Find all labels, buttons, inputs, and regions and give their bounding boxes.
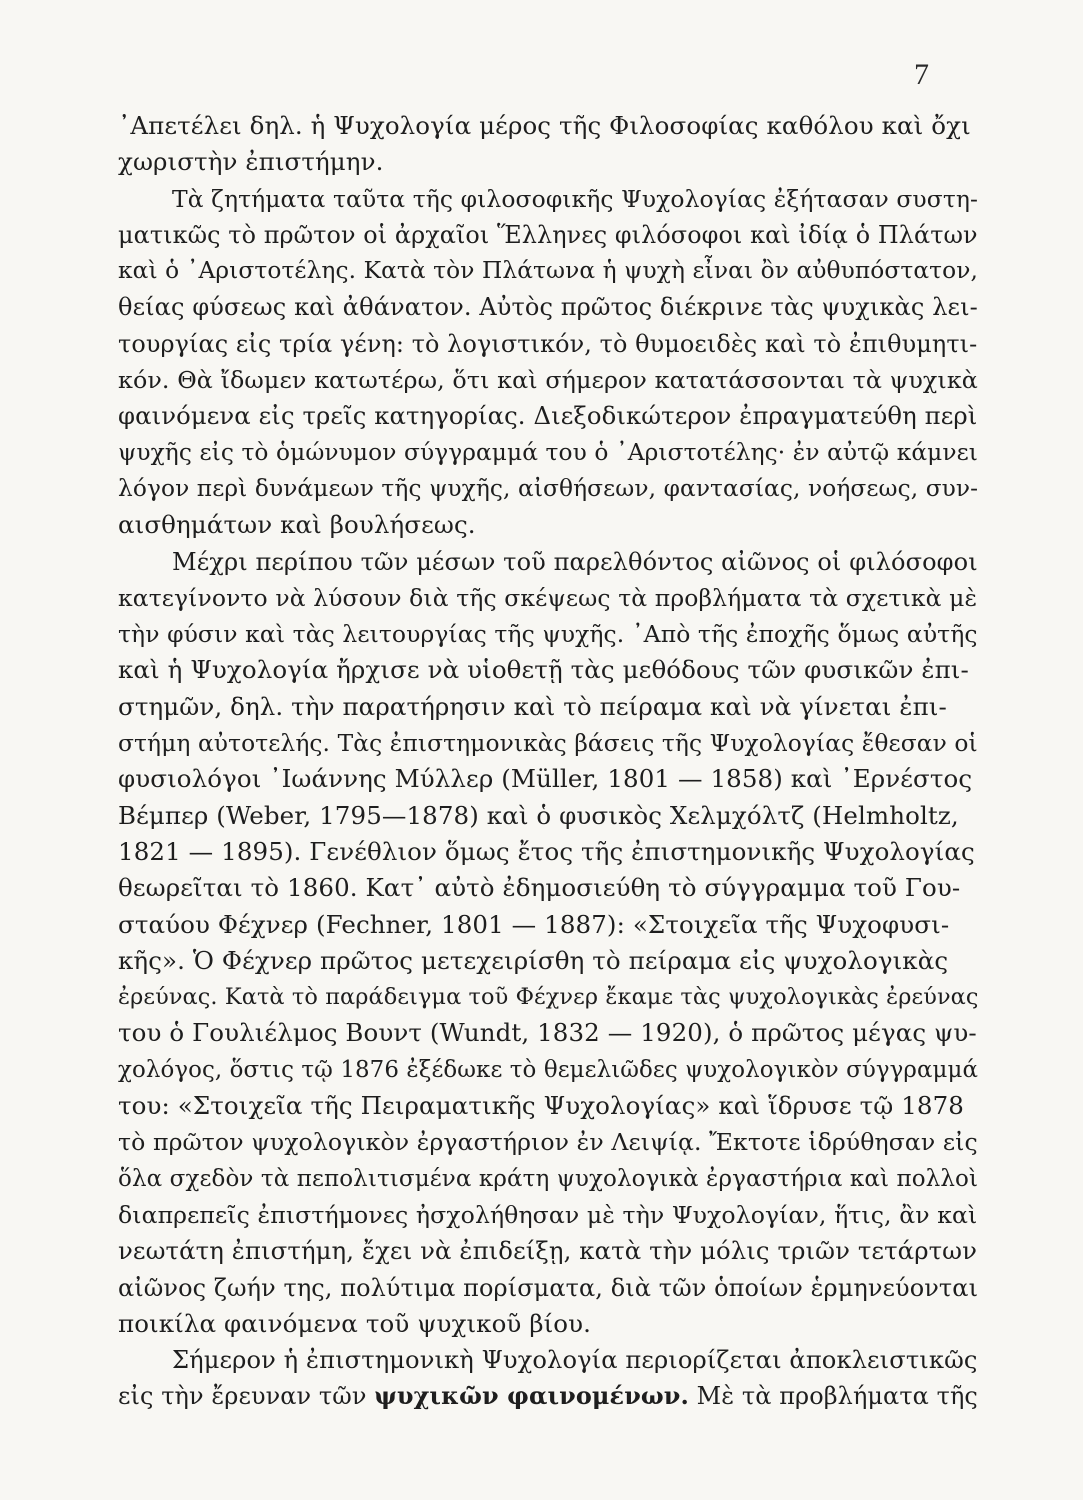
text-line: φαινόμενα εἰς τρεῖς κατηγορίας. Διεξοδικώτερον ἐπραγματεύθη περὶ	[118, 401, 978, 431]
text-line: στημῶν, δηλ. τὴν παρατήρησιν καὶ τὸ πείραμα καὶ νὰ γίνεται ἐπι-	[118, 691, 947, 721]
body-text	[118, 108, 978, 1415]
text-line: τὴν φύσιν καὶ τὰς λειτουργίας τῆς ψυχῆς. ᾿Απὸ τῆς ἐποχῆς ὅμως αὐτῆς	[118, 620, 978, 649]
text-line: αισθημάτων καὶ βουλήσεως.	[118, 510, 476, 540]
text-line: κατεγίνοντο νὰ λύσουν διὰ τῆς σκέψεως τὰ προβλήματα τὰ σχετικὰ μὲ	[118, 583, 978, 612]
page-number: 7	[914, 58, 929, 91]
text-line: τουργίας εἰς τρία γένη: τὸ λογιστικόν, τὸ θυμοειδὲς καὶ τὸ ἐπιθυμητι-	[118, 329, 978, 358]
text-line: σταύου Φέχνερ (Fechner, 1801 — 1887): «Στοιχεῖα τῆς Ψυχοφυσι-	[118, 909, 950, 939]
text-line: αἰῶνος ζωήν της, πολύτιμα πορίσματα, διὰ τῶν ὁποίων ἑρμηνεύονται	[118, 1273, 979, 1302]
text-line	[118, 1378, 978, 1414]
text-line: ποικίλα φαινόμενα τοῦ ψυχικοῦ βίου.	[118, 1308, 592, 1338]
bold-phrase: ψυχικῶν φαινομένων.	[374, 1382, 689, 1411]
text-line: ματικῶς τὸ πρῶτον οἱ ἀρχαῖοι Ἕλληνες φιλόσοφοι καὶ ἰδίᾳ ὁ Πλάτων	[118, 220, 978, 249]
text-line: κόν. Θὰ ἴδωμεν κατωτέρω, ὅτι καὶ σήμερον κατατάσσονται τὰ ψυχικὰ	[118, 366, 978, 395]
text-line: ψυχῆς εἰς τὸ ὁμώνυμον σύγγραμμά του ὁ ᾿Αριστοτέλης· ἐν αὐτῷ κάμνει	[118, 438, 978, 466]
text-line: Τὰ ζητήματα ταῦτα τῆς φιλοσοφικῆς Ψυχολογίας ἐξήτασαν συστη-	[172, 184, 979, 213]
text-line: ᾿Απετέλει δηλ. ἡ Ψυχολογία μέρος τῆς Φιλοσοφίας καθόλου καὶ ὄχι	[118, 111, 971, 140]
text-line: καὶ ὁ ᾿Αριστοτέλης. Κατὰ τὸν Πλάτωνα ἡ ψυχὴ εἶναι ὂν αὐθυπόστατον,	[118, 257, 978, 285]
text-line: Βέμπερ (Weber, 1795—1878) καὶ ὁ φυσικὸς Χελμχόλτζ (Helmholtz,	[118, 800, 959, 830]
text-line: τὸ πρῶτον ψυχολογικὸν ἐργαστήριον ἐν Λειψίᾳ. Ἔκτοτε ἱδρύθησαν εἰς	[118, 1128, 978, 1157]
text-line: καὶ ἡ Ψυχολογία ἤρχισε νὰ υἱοθετῇ τὰς μεθόδους τῶν φυσικῶν ἐπι-	[118, 655, 969, 685]
text-line: νεωτάτη ἐπιστήμη, ἔχει νὰ ἐπιδείξῃ, κατὰ τὴν μόλις τριῶν τετάρτων	[118, 1236, 978, 1266]
text-line: 1821 — 1895). Γενέθλιον ὅμως ἔτος τῆς ἐπιστημονικῆς Ψυχολογίας	[118, 836, 975, 866]
text-line: θεωρεῖται τὸ 1860. Κατ᾿ αὐτὸ ἐδημοσιεύθη τὸ σύγγραμμα τοῦ Γου-	[118, 873, 961, 903]
text-fragment: εἰς τὴν ἔρευναν τῶν	[118, 1382, 375, 1411]
text-line: φυσιολόγοι ᾿Ιωάννης Μύλλερ (Müller, 1801 — 1858) καὶ ᾿Ερνέστος	[118, 764, 973, 794]
text-line: ἐρεύνας. Κατὰ τὸ παράδειγμα τοῦ Φέχνερ ἔκαμε τὰς ψυχολογικὰς ἐρεύνας	[118, 984, 979, 1011]
text-line: χολόγος, ὅστις τῷ 1876 ἐξέδωκε τὸ θεμελιῶδες ψυχολογικὸν σύγγραμμά	[118, 1056, 979, 1083]
text-line: ὅλα σχεδὸν τὰ πεπολιτισμένα κράτη ψυχολογικὰ ἐργαστήρια καὶ πολλοὶ	[118, 1165, 979, 1192]
text-line: του: «Στοιχεῖα τῆς Πειραματικῆς Ψυχολογίας» καὶ ἵδρυσε τῷ 1878	[118, 1091, 964, 1121]
text-line: χωριστὴν ἐπιστήμην.	[118, 147, 384, 177]
text-line: Σήμερον ἡ ἐπιστημονικὴ Ψυχολογία περιορίζεται ἀποκλειστικῶς	[172, 1346, 978, 1375]
text-line: στήμη αὐτοτελής. Τὰς ἐπιστημονικὰς βάσεις τῆς Ψυχολογίας ἔθεσαν οἱ	[118, 729, 978, 758]
text-line: λόγον περὶ δυνάμεων τῆς ψυχῆς, αἰσθήσεων, φαντασίας, νοήσεως, συν-	[118, 474, 979, 502]
text-fragment: Μὲ τὰ προβλήματα τῆς	[688, 1382, 978, 1411]
text-line: Μέχρι περίπου τῶν μέσων τοῦ παρελθόντος αἰῶνος οἱ φιλόσοφοι	[172, 547, 978, 576]
text-line: διαπρεπεῖς ἐπιστήμονες ἠσχολήθησαν μὲ τὴν Ψυχολογίαν, ἥτις, ἂν καὶ	[118, 1200, 978, 1229]
text-line: κῆς». Ὁ Φέχνερ πρῶτος μετεχειρίσθη τὸ πείραμα εἰς ψυχολογικὰς	[118, 945, 949, 975]
text-line: θείας φύσεως καὶ ἀθάνατον. Αὐτὸς πρῶτος διέκρινε τὰς ψυχικὰς λει-	[118, 293, 978, 322]
text-line: του ὁ Γουλιέλμος Βουντ (Wundt, 1832 — 1920), ὁ πρῶτος μέγας ψυ-	[118, 1018, 977, 1048]
